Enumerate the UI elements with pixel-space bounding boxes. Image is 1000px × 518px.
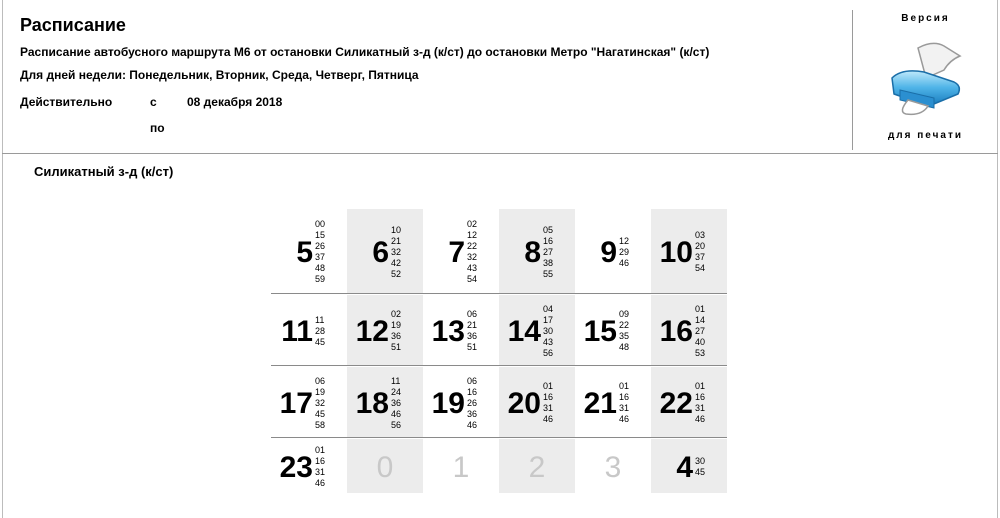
hour-cell-6: [347, 209, 423, 293]
hour-label: 19: [431, 387, 465, 420]
minutes-list: 05 16 27 38 55: [543, 224, 554, 279]
hour-label: 15: [583, 315, 617, 348]
hour-cell-16: [651, 295, 727, 365]
hour-label: 2: [528, 451, 546, 484]
print-version-link[interactable]: [852, 10, 998, 150]
hour-cell-7: [423, 209, 499, 293]
hour-cell-0: [347, 439, 423, 493]
timetable-grid: [271, 209, 727, 493]
minutes-list: 09 22 35 48: [619, 309, 630, 352]
hour-label: 11: [281, 315, 313, 348]
grid-row-divider: [271, 365, 727, 366]
hour-cell-21: [575, 367, 651, 437]
hour-cell-13: [423, 295, 499, 365]
hour-cell-4: [651, 439, 727, 493]
minutes-list: 06 21 36 51: [467, 309, 478, 352]
minutes-list: 06 19 32 45 58: [315, 375, 326, 430]
hour-cell-12: [347, 295, 423, 365]
hour-label: 14: [507, 315, 541, 348]
stop-name: Силикатный з-д (к/ст): [34, 164, 174, 179]
minutes-list: 01 16 31 46: [543, 381, 554, 424]
route-description: Расписание автобусного маршрута М6 от остановки Силикатный з-д (к/ст) до остановки Метро "Нагатинская" (к/ст): [20, 45, 710, 59]
minutes-list: 00 15 26 37 48 59: [315, 219, 326, 284]
hour-cell-11: [271, 295, 347, 365]
hour-label: 7: [448, 236, 465, 269]
grid-row-divider: [271, 437, 727, 438]
hour-label: 3: [604, 451, 622, 484]
hour-label: 6: [372, 236, 389, 269]
hour-label: 20: [507, 387, 541, 420]
valid-label: Действительно: [20, 95, 113, 109]
hour-cell-22: [651, 367, 727, 437]
minutes-list: 03 20 37 54: [695, 230, 706, 273]
hour-cell-10: [651, 209, 727, 293]
minutes-list: 11 28 45: [315, 314, 326, 347]
minutes-list: 01 16 31 46: [619, 381, 630, 424]
hour-cell-5: [271, 209, 347, 293]
valid-to-label: по: [150, 121, 165, 135]
hour-cell-3: [575, 439, 651, 493]
hour-label: 10: [659, 236, 693, 269]
hour-label: 0: [376, 451, 394, 484]
valid-from-label: с: [150, 95, 157, 109]
hour-label: 12: [355, 315, 389, 348]
hour-label: 16: [659, 315, 693, 348]
minutes-list: 02 12 22 32 43 54: [467, 219, 478, 284]
minutes-list: 01 16 31 46: [315, 445, 326, 488]
hour-label: 22: [659, 387, 693, 420]
hour-label: 23: [279, 451, 313, 484]
hour-cell-1: [423, 439, 499, 493]
hour-label: 9: [600, 236, 617, 269]
minutes-list: 01 16 31 46: [695, 381, 706, 424]
hour-label: 1: [452, 451, 470, 484]
printer-icon[interactable]: [878, 38, 968, 120]
minutes-list: 01 14 27 40 53: [695, 303, 706, 358]
schedule-header: [2, 0, 998, 154]
hour-cell-14: [499, 295, 575, 365]
weekdays-line: Для дней недели: Понедельник, Вторник, Среда, Четверг, Пятница: [20, 68, 419, 82]
hour-cell-19: [423, 367, 499, 437]
hour-label: 8: [524, 236, 541, 269]
grid-row-divider: [271, 293, 727, 294]
minutes-list: 02 19 36 51: [391, 309, 402, 352]
hour-cell-15: [575, 295, 651, 365]
print-version-top-label: Версия: [901, 13, 950, 24]
minutes-list: 12 29 46: [619, 235, 630, 268]
hour-label: 4: [676, 451, 693, 484]
minutes-list: 06 16 26 36 46: [467, 375, 478, 430]
hour-cell-9: [575, 209, 651, 293]
hour-cell-8: [499, 209, 575, 293]
hour-cell-2: [499, 439, 575, 493]
valid-from-date: 08 декабря 2018: [187, 95, 283, 109]
hour-label: 18: [355, 387, 389, 420]
minutes-list: 11 24 36 46 56: [391, 375, 402, 430]
hour-cell-18: [347, 367, 423, 437]
hour-label: 21: [583, 387, 617, 420]
hour-label: 17: [279, 387, 313, 420]
hour-cell-20: [499, 367, 575, 437]
print-version-bottom-label: для печати: [887, 130, 964, 141]
minutes-list: 30 45: [695, 456, 706, 477]
hour-cell-17: [271, 367, 347, 437]
page-title: Расписание: [20, 15, 126, 35]
minutes-list: 10 21 32 42 52: [391, 224, 402, 279]
hour-cell-23: [271, 439, 347, 493]
hour-label: 13: [431, 315, 465, 348]
hour-label: 5: [296, 236, 313, 269]
minutes-list: 04 17 30 43 56: [543, 303, 554, 358]
